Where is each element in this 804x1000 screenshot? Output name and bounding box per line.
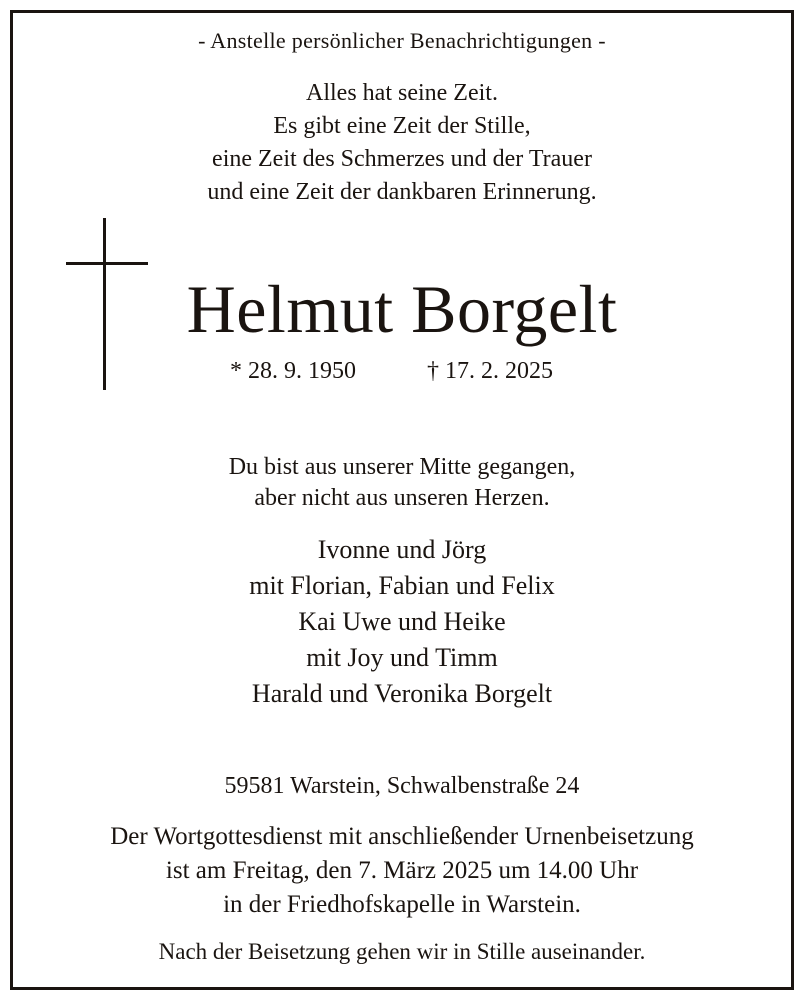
notice-header: - Anstelle persönlicher Benachrichtigungen - [198, 28, 606, 53]
family-member-line: mit Florian, Fabian und Felix [249, 571, 555, 600]
service-info-line: Der Wortgottesdienst mit anschließender Urnenbeisetzung [110, 823, 694, 850]
service-info-line: ist am Freitag, den 7. März 2025 um 14.00 Uhr [165, 857, 639, 884]
quote-line: aber nicht aus unseren Herzen. [254, 485, 550, 511]
birth-date: * 28. 9. 1950 [230, 358, 356, 384]
quote-line: Du bist aus unserer Mitte gegangen, [228, 454, 576, 480]
death-date: † 17. 2. 2025 [427, 358, 553, 384]
poem-line: Es gibt eine Zeit der Stille, [273, 113, 531, 139]
address: 59581 Warstein, Schwalbenstraße 24 [224, 773, 580, 799]
family-member-line: Kai Uwe und Heike [298, 607, 506, 636]
poem-line: und eine Zeit der dankbaren Erinnerung. [207, 179, 597, 205]
family-member-line: mit Joy und Timm [306, 643, 498, 672]
poem-line: Alles hat seine Zeit. [306, 80, 498, 106]
service-info-line: in der Friedhofskapelle in Warstein. [223, 891, 581, 918]
closing-note: Nach der Beisetzung gehen wir in Stille auseinander. [158, 939, 646, 964]
deceased-name: Helmut Borgelt [186, 271, 618, 347]
family-member-line: Ivonne und Jörg [317, 535, 487, 564]
poem-line: eine Zeit des Schmerzes und der Trauer [212, 146, 592, 172]
cross-horizontal-bar [66, 262, 148, 265]
family-member-line: Harald und Veronika Borgelt [251, 679, 553, 708]
